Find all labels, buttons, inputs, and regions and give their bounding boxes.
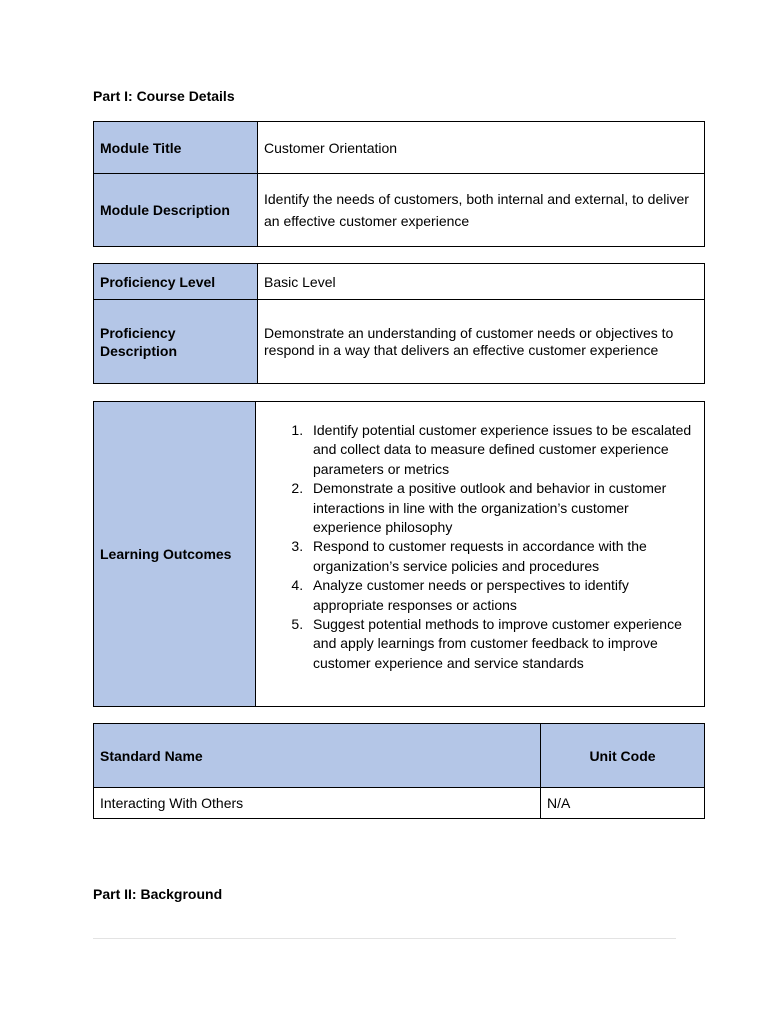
divider bbox=[93, 938, 676, 939]
proficiency-level-row bbox=[94, 264, 705, 300]
proficiency-level-label: Proficiency Level bbox=[94, 264, 258, 300]
list-item: 5. Suggest potential methods to improve customer experience and apply learnings from customer feedback to improve customer experience and service standards bbox=[307, 615, 698, 673]
list-item: 3. Respond to customer requests in accordance with the organization’s service policies and procedures bbox=[307, 537, 698, 576]
module-description-row bbox=[94, 174, 705, 247]
module-table bbox=[93, 121, 705, 247]
learning-outcomes-list bbox=[262, 421, 698, 673]
module-description-value: Identify the needs of customers, both internal and external, to deliver an effective customer experience bbox=[258, 174, 705, 247]
proficiency-level-value: Basic Level bbox=[258, 264, 705, 300]
standards-table bbox=[93, 723, 705, 819]
learning-outcomes-label: Learning Outcomes bbox=[94, 402, 256, 707]
unit-code-cell: N/A bbox=[541, 788, 705, 819]
proficiency-table bbox=[93, 263, 705, 384]
list-item: 4. Analyze customer needs or perspectives to identify appropriate responses or actions bbox=[307, 576, 698, 615]
learning-outcomes-table bbox=[93, 401, 705, 707]
module-title-row bbox=[94, 122, 705, 174]
learning-outcomes-row bbox=[94, 402, 705, 707]
module-title-label: Module Title bbox=[94, 122, 258, 174]
standard-name-header: Standard Name bbox=[94, 724, 541, 788]
unit-code-header: Unit Code bbox=[541, 724, 705, 788]
proficiency-description-label: Proficiency Description bbox=[94, 300, 258, 384]
proficiency-description-row bbox=[94, 300, 705, 384]
module-description-label: Module Description bbox=[94, 174, 258, 247]
proficiency-description-value: Demonstrate an understanding of customer needs or objectives to respond in a way that delivers an effective customer experience bbox=[258, 300, 705, 384]
part1-heading: Part I: Course Details bbox=[93, 88, 235, 104]
list-item: 2. Demonstrate a positive outlook and behavior in customer interactions in line with the organization’s customer experience philosophy bbox=[307, 479, 698, 537]
part2-heading: Part II: Background bbox=[93, 886, 223, 902]
standard-name-cell: Interacting With Others bbox=[94, 788, 541, 819]
list-item: 1. Identify potential customer experience issues to be escalated and collect data to measure defined customer experience parameters or metrics bbox=[307, 421, 698, 479]
module-title-value: Customer Orientation bbox=[258, 122, 705, 174]
table-row bbox=[94, 788, 705, 819]
standards-header-row bbox=[94, 724, 705, 788]
